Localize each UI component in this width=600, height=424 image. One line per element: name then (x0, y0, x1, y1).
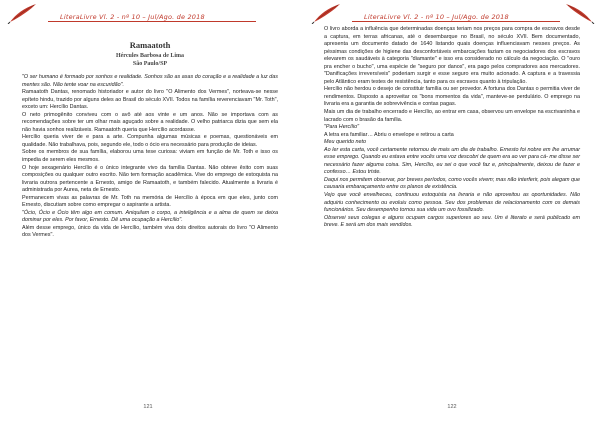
paragraph: A letra era familiar… Abriu o envelope e retirou a carta (324, 131, 454, 138)
article-author: Hércules Barbosa de Lima (115, 53, 185, 59)
paragraph: O livro aborda a influência que determinadas doenças teriam nos preços para compra de escravos desde a captura, em terras africanas, até o desembarque no Brasil, no século XVII. Bem documentado, apresenta um documento datado de 1640 listando quais doenças influenciavam nesses preços. As péssimas condições de higiene das desconfortáveis embarcações faziam os negociadores dos escravos elevarem os saudáveis à categoria "diamante" e isso era considerado no cálculo da negociação. O "ouro pra encher o bucho", uma espécie de "seguro por danos", era pago pelos compradores aos mercadores. "Danificações irreversíveis" poderiam surgir e esse seguro era muito acionado. A captura e a travessia pelo Atlântico eram testes de resistência, tanto para os escravos quanto à tripulação. (324, 26, 580, 85)
paragraph: Ramaatoth Dantas, renomado historiador e autor do livro "O Alimento dos Vermes", norteava-se nesse epíteto hindu, trazido por alguns deles ao Brasil do século XVII. Todos na família reverenciavam "Mr. Toth", exceto um: Hercílio Dantas. (22, 89, 278, 111)
right-header-title: LiteraLivre Vl. 2 - nº 10 – Jul/Ago. de 2018 (364, 13, 509, 21)
right-body-text (324, 26, 580, 230)
article-title: Ramaatoth (129, 40, 171, 50)
left-page (0, 0, 296, 424)
paragraph: Meu querido neto (324, 139, 366, 146)
left-page-header (0, 2, 296, 24)
quill-pen-icon (6, 2, 40, 24)
paragraph: Hercílio não herdou o desejo de constituir família ou ser provedor. A fortuna dos Dantas o permitia viver de rendimentos. Disposto a aproveitar os "bons momentos da vida", manteve-se perdulário. O emprego na livraria era a garantia de sobrevivência e contas pagas. (324, 86, 580, 108)
left-header-title: LiteraLivre Vl. 2 - nº 10 – Jul/Ago. de 2018 (60, 13, 205, 21)
left-page-number: 121 (143, 404, 153, 410)
right-page-content (324, 26, 580, 230)
quill-pen-icon (310, 2, 344, 24)
left-body-text (22, 74, 278, 240)
left-page-content (22, 26, 278, 240)
paragraph: O neto primogênito conviveu com o avô até aos vinte e um anos. Não se importava com as recomendações sobre ter um olhar mais aguçado sobre a realidade. O velho patriarca dizia que sem ela não havia sonhos realizáveis. Ramaatoth queria que Hercílio acordasse. (22, 111, 278, 133)
paragraph: "O ser humano é formado por sonhos e realidade. Sonhos são as asas do coração e a realidade a luz das mentes são. Não tente voar na escuridão". (22, 74, 278, 88)
right-page-header (304, 2, 600, 24)
paragraph: Daqui nos permitem observar, por breves períodos, como vocês vivem; mas não interferir, pois alegam que causaria embaraçamento entre os planos de existência. (324, 176, 580, 191)
right-page (304, 0, 600, 424)
paragraph: O hoje sexagenário Hercílio é o único integrante vivo da família Dantas. Não obteve êxito com suas composições ou qualquer outro escrito. Não tem formação acadêmica. Vive do emprego de estoquista na livraria outrora pertencente a Ernesto, amigo de Ramaatoth, e também falecido. Atualmente a livraria é administrada por Aurea, neta de Ernesto. (22, 164, 278, 194)
paragraph: Ao ler esta carta, você certamente retornou de mais um dia de trabalho. Ernesto foi nobre em lhe arrumar esse emprego. Quando eu estava entre vocês uma voz descobri de quem era ao ver para cá- me disse ser necessário fazer alguma coisa. Sim, Hercílio, eu sei o que você faz e, principalmente, deixou de fazer e confesso… Estou triste. (324, 146, 580, 176)
right-page-number: 122 (447, 404, 457, 410)
paragraph: Hercílio queria viver de e para a arte. Compunha algumas músicas e poemas, questionáveis em qualidade. Não trabalhava, pois, segundo ele, todo o ócio era necessário para produção de ideias. (22, 134, 278, 148)
paragraph: Sobre os membros de sua família, elaborou uma tese curiosa: viviam em função de Mr. Toth e isso os impedia de serem eles mesmos. (22, 149, 278, 164)
paragraph: Permanecem vivas as palavras de Mr. Toth na memória de Hercílio à época em que eles, junto com Ernesto, discutiam sobre como empregar o aspirante a artista. (22, 194, 278, 209)
paragraph: "Ócio, Ócio e Ócio têm algo em comum. Aniquilam o corpo, a inteligência e a alma de quem se deixa dominar por eles. Por favor, Ernesto. Dê uma ocupação a Hercílio". (22, 209, 278, 224)
article-place: São Paulo/SP (132, 61, 168, 67)
paragraph: Além desse emprego, único da vida de Hercílio, também viva dois direitos autorais do livro "O Alimento dos Vermes". (22, 224, 278, 239)
paragraph: Observei seus colegas e alguns ocupam cargos superiores ao seu. Um é literato e será publicado em breve. E será um dos mais vendidos. (324, 214, 580, 229)
paragraph: Mais um dia de trabalho encerrado e Hercílio, ao entrar em casa, observou um envelope na escrivaninha e lacrado com o brasão da família. (324, 109, 580, 123)
right-header-rule (352, 21, 560, 22)
paragraph: "Para Hercílio" (324, 124, 359, 131)
paragraph: Vejo que você envelheceu, continuou estoquista na livraria e não aproveitou as oportunidades. Não adquiriu conhecimento ou evoluiu como pessoa. Seu dos problemas de relacionamento com os demais funcionários. Seu desempenho tornou sua vida um ovo fossilizado. (324, 192, 580, 214)
left-header-rule (48, 21, 256, 22)
quill-pen-icon (562, 2, 596, 24)
